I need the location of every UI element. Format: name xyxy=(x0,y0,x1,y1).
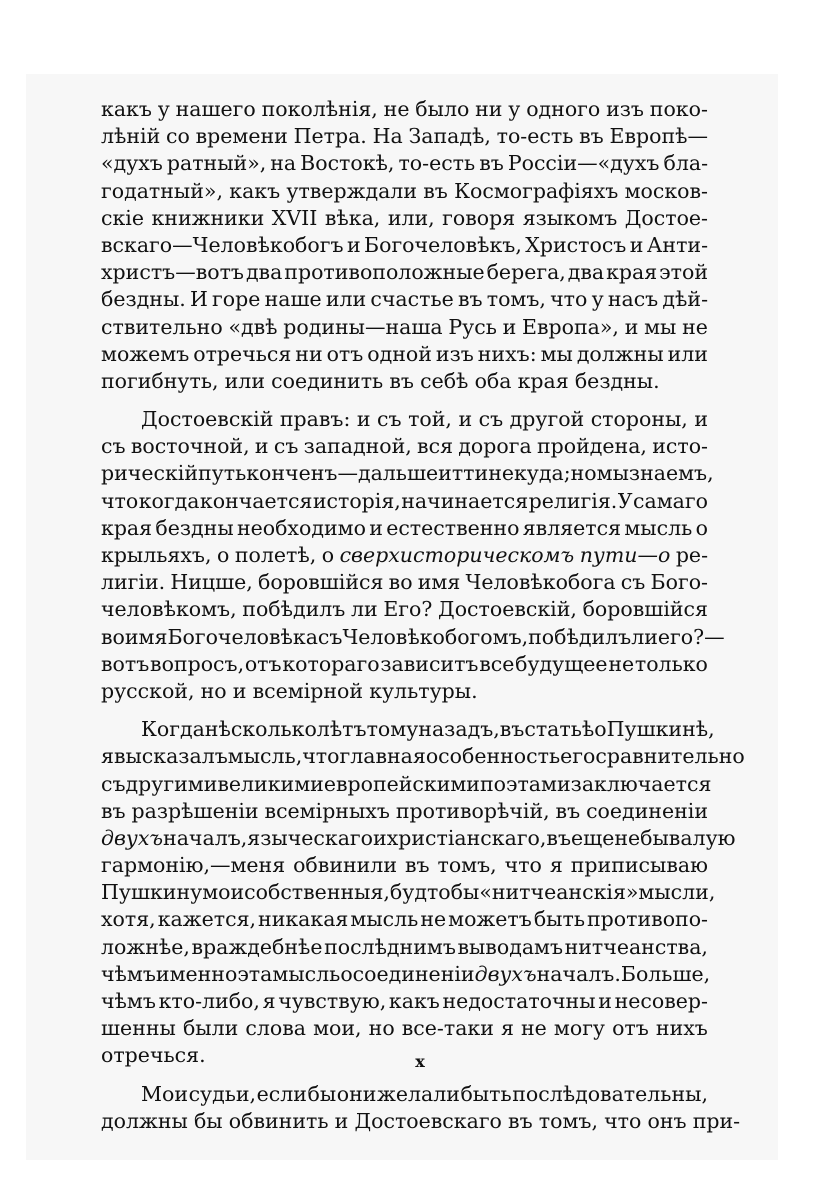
text-line: погибнуть, или соединить въ себѣ оба края бездны. xyxy=(101,368,660,393)
text-line: хотя, кажется, никакая мысль не можетъ быть противопо- xyxy=(101,907,708,932)
text-line: скіе книжники XVII вѣка, или, говоря языкомъ Достое- xyxy=(101,205,708,230)
text-line: можемъ отречься ни отъ одной изъ нихъ: мы должны или xyxy=(101,341,708,366)
text-line: двухъ началъ, языческаго и христіанскаго, въ еще небывалую xyxy=(101,825,736,850)
text-line: русской, но и всемірной культуры. xyxy=(101,678,478,703)
text-line: «духъ ратный», на Востокѣ, то-есть въ Россіи—«духъ бла- xyxy=(101,151,708,176)
text-line: вотъ вопросъ, отъ котораго зависитъ все будущее не только xyxy=(101,651,708,676)
text-line: рическій путь конченъ—дальше итти некуда; но мы знаемъ, xyxy=(101,461,714,486)
text-line: бездны. И горе наше или счастье въ томъ, что у насъ дѣй- xyxy=(101,287,708,312)
text-line: ствительно «двѣ родины—наша Русь и Европа», и мы не xyxy=(101,314,708,339)
text-line: я высказалъ мысль, что главная особенность его сравнительно xyxy=(101,744,745,769)
text-line: Мои судьи, если бы они желали быть послѣдовательны, xyxy=(141,1081,708,1106)
page-number: x xyxy=(415,1052,425,1071)
text-line: лѣній со времени Петра. На Западѣ, то-есть въ Европѣ— xyxy=(101,124,708,149)
text-line: съ другими великими европейскими поэтами заключается xyxy=(101,771,712,796)
text-line: края бездны необходимо и естественно является мысль о xyxy=(101,515,708,540)
text-line: гармонію,—меня обвинили въ томъ, что я приписываю xyxy=(101,853,708,878)
text-line: въ разрѣшеніи всемірныхъ противорѣчій, въ соединеніи xyxy=(101,798,708,823)
text-line: отречься. xyxy=(101,1043,206,1068)
text-line: Когда нѣсколько лѣтъ тому назадъ, въ статьѣ о Пушкинѣ, xyxy=(141,717,715,742)
paragraph xyxy=(101,716,745,1069)
text-line: вскаго—Человѣкобогъ и Богочеловѣкъ, Христосъ и Анти- xyxy=(101,232,708,257)
text-line: крыльяхъ, о полетѣ, о сверхисторическомъ пути—о ре- xyxy=(101,543,708,567)
text-line: Достоевскій правъ: и съ той, и съ другой стороны, и xyxy=(141,407,708,432)
text-line: чѣмъ кто-либо, я чувствую, какъ недостаточны и несовер- xyxy=(101,989,708,1013)
text-line: христъ—вотъ два противоположные берега, два края этой xyxy=(101,260,708,285)
text-line: какъ у нашего поколѣнія, не было ни у одного изъ поко- xyxy=(101,97,708,121)
text-line: должны бы обвинить и Достоевскаго въ томъ, что онъ при- xyxy=(101,1108,741,1133)
text-line: человѣкомъ, побѣдилъ ли Его? Достоевскій, боровшійся xyxy=(101,597,708,622)
paragraph xyxy=(101,1081,741,1135)
paragraph xyxy=(101,406,725,705)
text-line: во имя Богочеловѣка съ Человѣкобогомъ, побѣдилъ ли его?— xyxy=(101,624,725,649)
text-line: чѣмъ именно эта мысль о соединеніи двухъ началъ. Больше, xyxy=(101,961,711,986)
text-line: съ восточной, и съ западной, вся дорога пройдена, исто- xyxy=(101,434,708,459)
text-line: шенны были слова мои, но все-таки я не могу отъ нихъ xyxy=(101,1016,708,1041)
text-line: годатный», какъ утверждали въ Космографіяхъ москов- xyxy=(101,178,708,203)
text-body xyxy=(101,96,745,1135)
text-line: что когда кончается исторія, начинается религія. У самаго xyxy=(101,488,708,513)
paragraph xyxy=(101,96,708,395)
text-line: ложнѣе, враждебнѣе послѣднимъ выводамъ нитчеанства, xyxy=(101,934,708,959)
text-line: лигіи. Ницше, боровшійся во имя Человѣкобога съ Бого- xyxy=(101,570,708,595)
text-line: Пушкину мои собственныя, будто бы «нитчеанскія» мысли, xyxy=(101,880,716,905)
